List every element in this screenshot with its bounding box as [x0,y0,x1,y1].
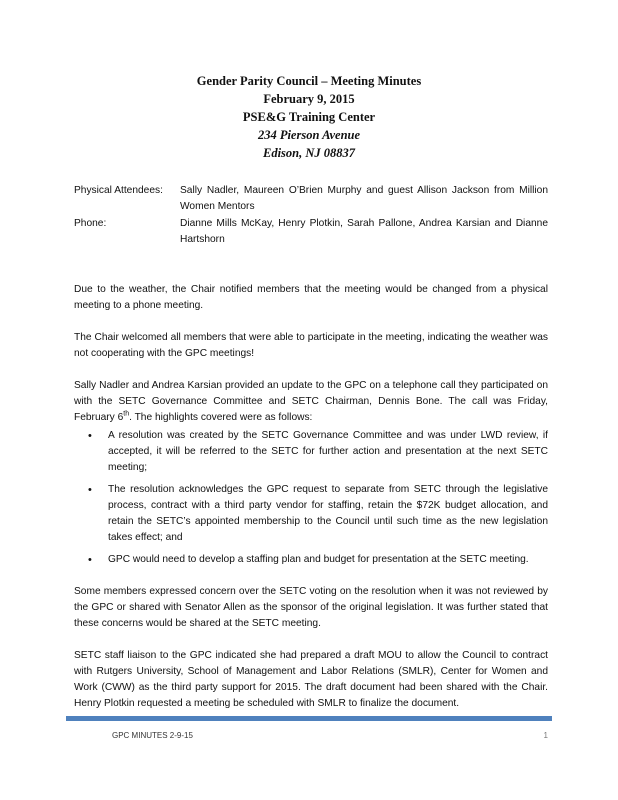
page-footer [112,731,548,740]
minutes-body [74,282,548,728]
header-street: 234 Pierson Avenue [257,128,361,142]
paragraph-weather: Due to the weather, the Chair notified members that the meeting would be changed from a physical meeting to a phone meeting. [74,284,548,311]
paragraph-concerns: Some members expressed concern over the SETC voting on the resolution when it was not reviewed by the GPC or shared with Senator Allen as the sponsor of the original legislation. It was further stated that these concerns would be shared at the SETC meeting. [74,586,548,629]
phone-attendees-value: Dianne Mills McKay, Henry Plotkin, Sarah Pallone, Andrea Karsian and Dianne Hartshorn [180,218,548,245]
header-venue: PSE&G Training Center [242,110,376,124]
ordinal-suffix: th [123,410,130,418]
paragraph-update-end: . The highlights covered were as follows: [129,412,313,423]
physical-attendees-value: Sally Nadler, Maureen O’Brien Murphy and guest Allison Jackson from Million Women Mentors [180,185,548,212]
highlights-list [74,428,548,568]
header-title: Gender Parity Council – Meeting Minutes [196,74,422,88]
page-number: 1 [543,731,548,740]
physical-attendees-label: Physical Attendees: [74,185,163,196]
footer-rule [66,716,552,721]
paragraph-update [74,378,548,426]
attendees-section [74,183,548,249]
header-city: Edison, NJ 08837 [262,146,356,160]
list-item: • A resolution was created by the SETC Governance Committee and was under LWD review, if accepted, it will be referred to the SETC for further action and presentation at the next SETC meeting; [74,428,548,476]
document-header [0,72,618,162]
paragraph-update-text: Sally Nadler and Andrea Karsian provided an update to the GPC on a telephone call they participated on with the SETC Governance Committee and SETC Chairman, Dennis Bone. The call was Friday, February 6 [74,380,548,423]
header-date: February 9, 2015 [263,92,355,106]
physical-attendees-row [74,183,548,215]
phone-attendees-label: Phone: [74,218,107,229]
paragraph-welcome: The Chair welcomed all members that were able to participate in the meeting, indicating the weather was not cooperating with the GPC meetings! [74,332,548,359]
phone-attendees-row [74,216,548,248]
paragraph-mou: SETC staff liaison to the GPC indicated she had prepared a draft MOU to allow the Council to contract with Rutgers University, School of Management and Labor Relations (SMLR), Center for Women and Work (CWW) as the third party support for 2015. The draft document had been shared with the Chair. Henry Plotkin requested a meeting be scheduled with SMLR to finalize the document. [74,650,548,709]
list-item: • The resolution acknowledges the GPC request to separate from SETC through the legislative process, contract with a third party vendor for staffing, retain the $72K budget allocation, and retain the SETC’s appointed membership to the Council until such time as the new legislation takes effect; and [74,482,548,546]
footer-title: GPC MINUTES 2-9-15 [112,731,193,740]
list-item: • GPC would need to develop a staffing plan and budget for presentation at the SETC meeting. [74,552,548,568]
